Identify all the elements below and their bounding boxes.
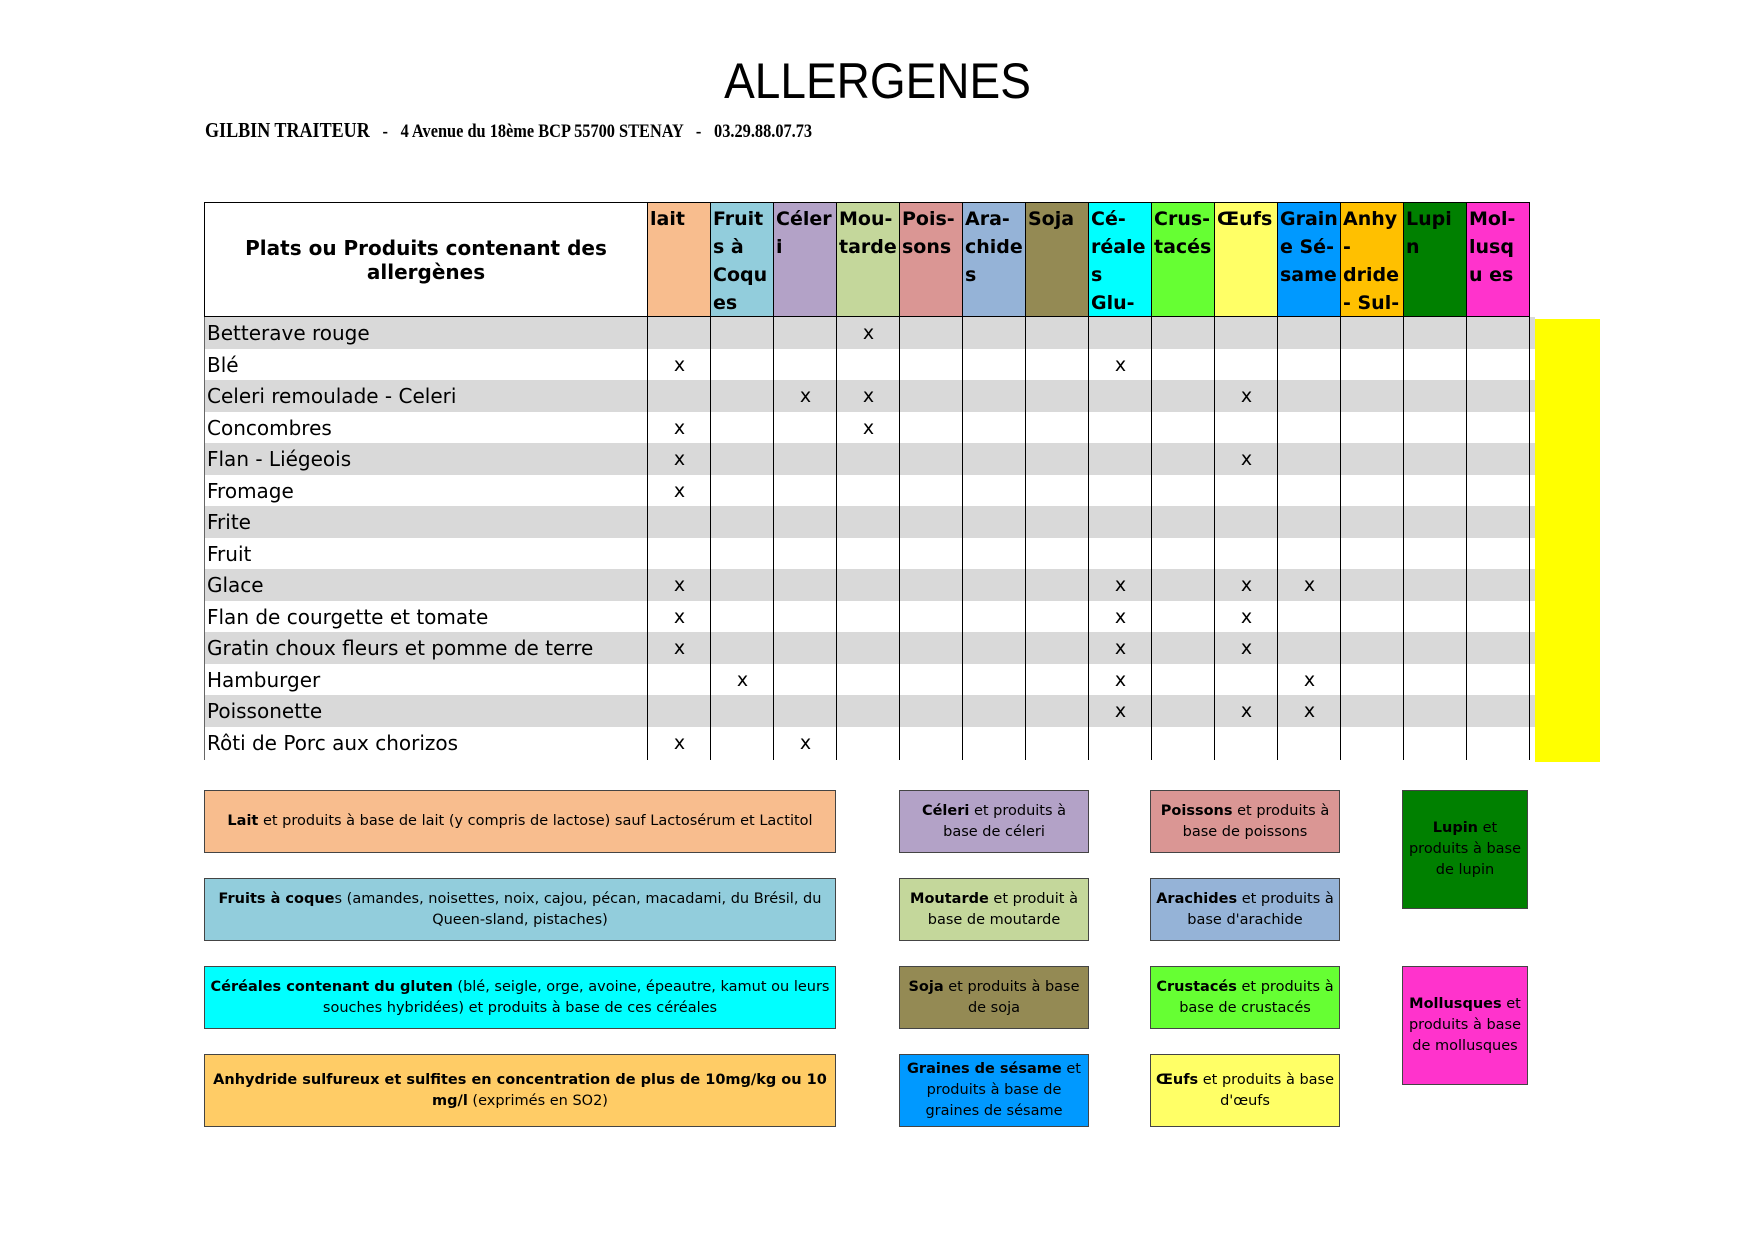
product-name: Poissonette <box>207 699 323 723</box>
legend-fruits-a-coques: Fruits à coques (amandes, noisettes, noix, cajou, pécan, macadami, du Brésil, du Queen-sland, pistaches) <box>204 878 836 941</box>
allergen-mark: x <box>673 448 686 470</box>
grid-line <box>1466 317 1467 760</box>
grid-line <box>1529 317 1530 760</box>
allergen-mark: x <box>1114 668 1127 691</box>
product-name: Rôti de Porc aux chorizos <box>207 730 459 755</box>
allergen-mark: x <box>1303 574 1316 596</box>
table-row <box>204 475 1535 507</box>
legend-poissons: Poissons et produits à base de poissons <box>1150 790 1340 853</box>
column-header-2: Céleri <box>774 202 837 317</box>
column-header-12: Lupin <box>1404 202 1467 317</box>
grid-line <box>710 317 711 760</box>
grid-line <box>1214 317 1215 760</box>
grid-line <box>773 317 774 760</box>
grid-line <box>204 317 205 760</box>
grid-line <box>1340 317 1341 760</box>
allergen-mark: x <box>1240 448 1253 470</box>
table-row <box>204 727 1535 759</box>
allergen-mark: x <box>673 637 686 659</box>
header-separator: - <box>382 121 388 142</box>
grid-line <box>836 317 837 760</box>
grid-line <box>1277 317 1278 760</box>
allergen-mark: x <box>1240 637 1253 659</box>
table-row <box>204 538 1535 570</box>
allergen-mark: x <box>673 479 686 502</box>
allergen-mark: x <box>1303 700 1316 722</box>
allergen-mark: x <box>799 731 812 754</box>
legend-lait: Lait et produits à base de lait (y compris de lactose) sauf Lactosérum et Lactitol <box>204 790 836 853</box>
column-header-10: Grain e Sé-same <box>1278 202 1341 317</box>
product-name: Flan - Liégeois <box>207 447 352 471</box>
allergen-mark: x <box>1114 637 1127 659</box>
grid-line <box>1151 317 1152 760</box>
column-header-13: Mol-lusqu es <box>1467 202 1530 317</box>
company-header <box>205 118 812 143</box>
table-header-products: Plats ou Produits contenant des allergènes <box>204 202 648 317</box>
column-header-1: Fruits à Coques <box>711 202 774 317</box>
allergen-mark: x <box>799 385 812 407</box>
company-address: 4 Avenue du 18ème BCP 55700 STENAY <box>400 121 684 142</box>
column-header-5: Ara-chide s <box>963 202 1026 317</box>
allergen-mark: x <box>1114 605 1127 628</box>
product-name: Celeri remoulade - Celeri <box>207 384 457 408</box>
grid-line <box>1403 317 1404 760</box>
allergen-mark: x <box>736 668 749 691</box>
legend-sesame: Graines de sésame et produits à base de graines de sésame <box>899 1054 1089 1127</box>
product-name: Fromage <box>207 478 294 503</box>
table-row <box>204 664 1535 696</box>
allergen-mark: x <box>1114 574 1127 596</box>
allergen-mark: x <box>862 322 875 344</box>
table-row <box>204 695 1535 727</box>
legend-crustaces: Crustacés et produits à base de crustacés <box>1150 966 1340 1029</box>
legend-anhydride: Anhydride sulfureux et sulfites en concentration de plus de 10mg/kg ou 10 mg/l (exprimés en SO2) <box>204 1054 836 1127</box>
column-header-8: Crus-tacés <box>1152 202 1215 317</box>
allergen-mark: x <box>673 416 686 439</box>
column-header-3: Mou-tarde <box>837 202 900 317</box>
table-row <box>204 317 1535 349</box>
column-header-9: Œufs <box>1215 202 1278 317</box>
allergen-mark: x <box>673 731 686 754</box>
allergen-mark: x <box>1114 353 1127 376</box>
product-name: Blé <box>207 352 239 377</box>
page-title: ALLERGENES <box>724 53 1031 109</box>
product-name: Fruit <box>207 541 252 566</box>
allergen-mark: x <box>673 605 686 628</box>
product-name: Flan de courgette et tomate <box>207 604 489 629</box>
column-header-6: Soja <box>1026 202 1089 317</box>
product-name: Glace <box>207 573 264 597</box>
legend-oeufs: Œufs et produits à base d'œufs <box>1150 1054 1340 1127</box>
product-name: Frite <box>207 510 251 534</box>
grid-line <box>962 317 963 760</box>
legend-lupin: Lupin et produits à base de lupin <box>1402 790 1528 909</box>
table-row <box>204 380 1535 412</box>
allergen-mark: x <box>1303 668 1316 691</box>
allergen-mark: x <box>1240 385 1253 407</box>
product-name: Betterave rouge <box>207 321 370 345</box>
legend-cereales: Céréales contenant du gluten (blé, seigle, orge, avoine, épeautre, kamut ou leurs souches hybridées) et produits à base de ces céréales <box>204 966 836 1029</box>
legend-moutarde: Moutarde et produit à base de moutarde <box>899 878 1089 941</box>
table-row <box>204 506 1535 538</box>
table-row <box>204 569 1535 601</box>
company-name: GILBIN TRAITEUR <box>205 118 370 142</box>
grid-line <box>899 317 900 760</box>
allergen-mark: x <box>673 574 686 596</box>
table-row <box>204 412 1535 444</box>
legend-soja: Soja et produits à base de soja <box>899 966 1089 1029</box>
column-header-11: Anhy-dride - Sul- <box>1341 202 1404 317</box>
allergen-mark: x <box>1240 605 1253 628</box>
column-header-0: lait <box>648 202 711 317</box>
column-header-7: Cé-réales Glu- <box>1089 202 1152 317</box>
legend-celeri: Céleri et produits à base de céleri <box>899 790 1089 853</box>
table-row <box>204 443 1535 475</box>
column-header-4: Pois-sons <box>900 202 963 317</box>
table-row <box>204 349 1535 381</box>
company-phone: 03.29.88.07.73 <box>714 121 813 142</box>
legend-arachides: Arachides et produits à base d'arachide <box>1150 878 1340 941</box>
grid-line <box>1025 317 1026 760</box>
allergen-mark: x <box>1240 574 1253 596</box>
allergen-mark: x <box>1114 700 1127 722</box>
product-name: Hamburger <box>207 667 321 692</box>
product-name: Concombres <box>207 415 332 440</box>
table-row <box>204 601 1535 633</box>
legend-mollusques: Mollusques et produits à base de mollusques <box>1402 966 1528 1085</box>
header-separator: - <box>695 121 702 142</box>
grid-line <box>1088 317 1089 760</box>
table-row <box>204 632 1535 664</box>
allergen-mark: x <box>862 385 875 407</box>
yellow-side-bar <box>1535 319 1600 762</box>
product-name: Gratin choux fleurs et pomme de terre <box>207 636 594 660</box>
allergen-mark: x <box>862 416 875 439</box>
grid-line <box>647 317 648 760</box>
allergen-mark: x <box>673 353 686 376</box>
allergen-mark: x <box>1240 700 1253 722</box>
